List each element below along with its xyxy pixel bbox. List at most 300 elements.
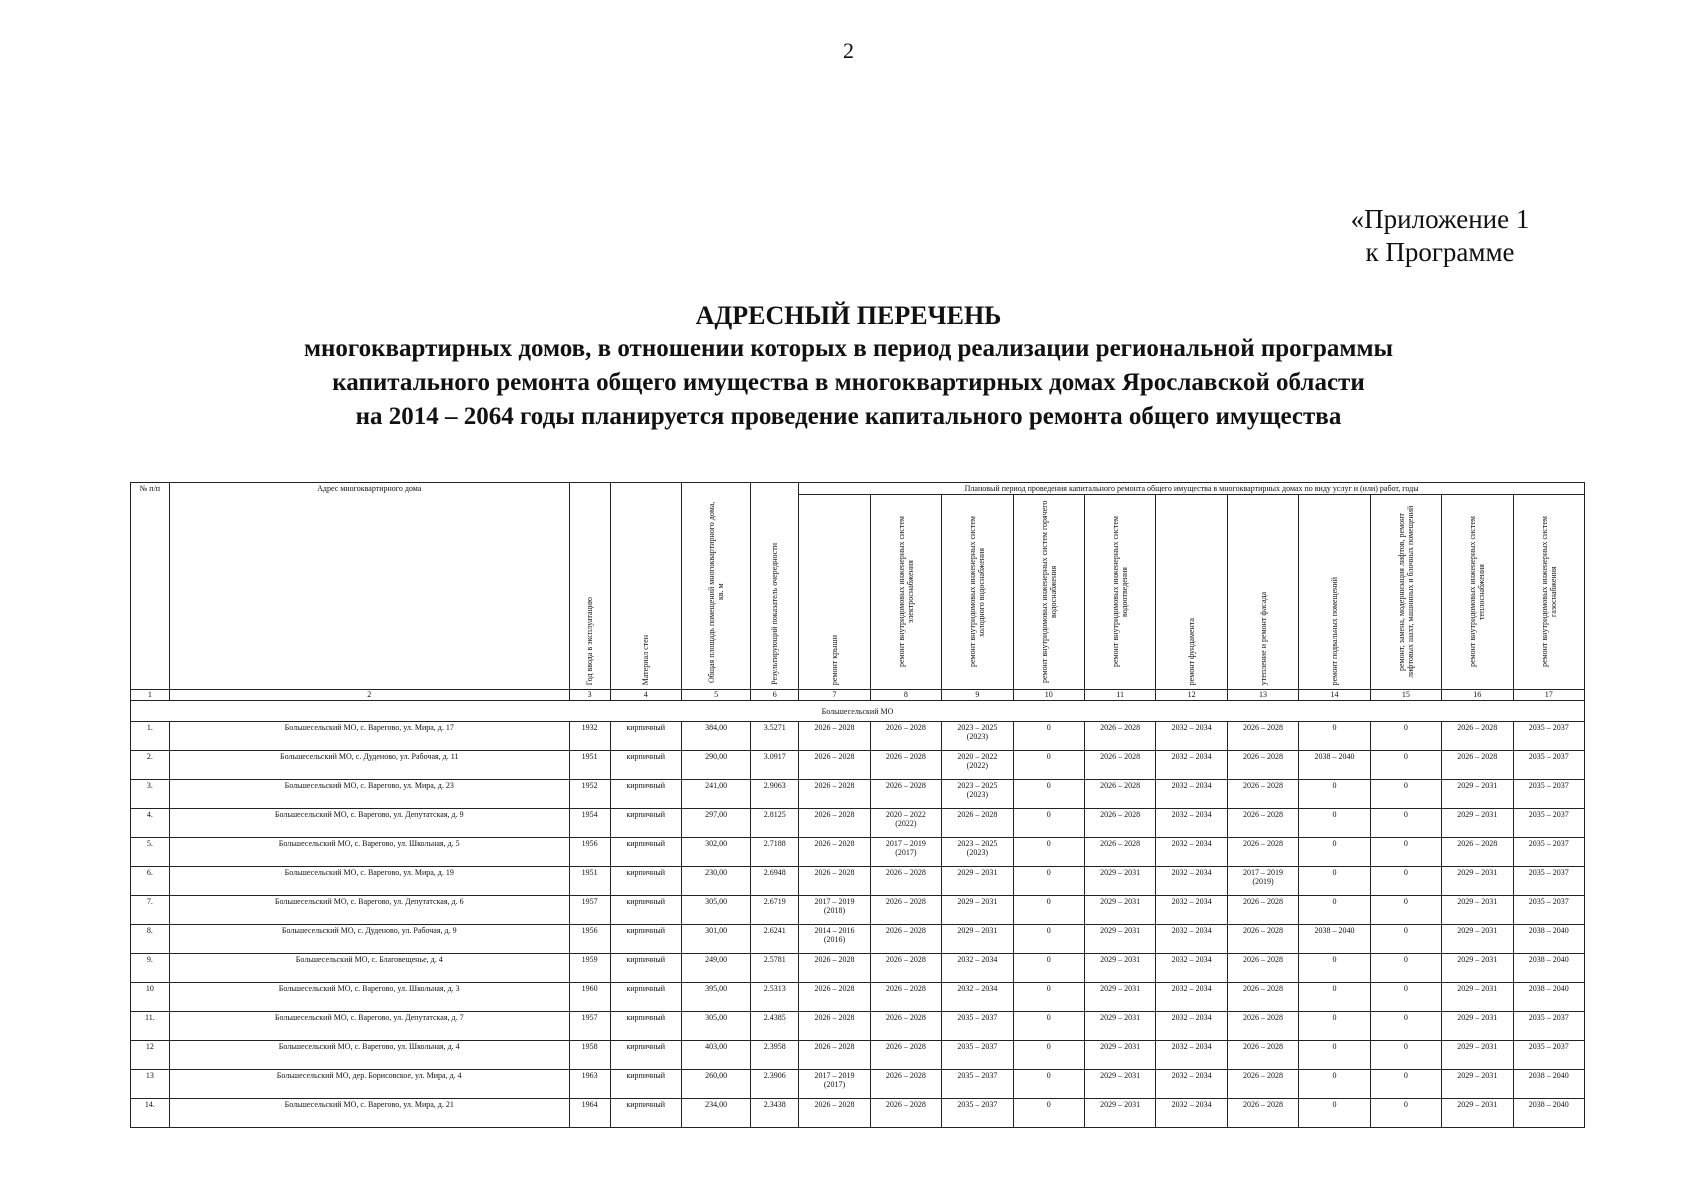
- period-range: 2026 – 2028: [1100, 723, 1141, 732]
- row-priority-index: 2.5781: [751, 954, 799, 983]
- row-work-period: [1442, 896, 1513, 925]
- period-range: 0: [1403, 752, 1408, 761]
- row-work-period: [1299, 1012, 1370, 1041]
- row-work-period: [1442, 925, 1513, 954]
- period-range: 0: [1403, 1100, 1408, 1109]
- row-area: 395,00: [681, 983, 750, 1012]
- period-range: 2029 – 2031: [1457, 926, 1498, 935]
- row-area: 301,00: [681, 925, 750, 954]
- row-work-period: [1013, 809, 1084, 838]
- period-range: 2029 – 2031: [1100, 897, 1141, 906]
- period-range: 2032 – 2034: [1171, 897, 1212, 906]
- period-range: 2026 – 2028: [1243, 926, 1284, 935]
- period-range: 2026 – 2028: [814, 868, 855, 877]
- row-address: Большесельский МО, с. Варегово, ул. Депутатская, д. 6: [169, 896, 569, 925]
- row-work-period: [1156, 896, 1227, 925]
- period-range: 2026 – 2028: [1100, 781, 1141, 790]
- period-range: 2032 – 2034: [1171, 839, 1212, 848]
- period-range: 2026 – 2028: [1243, 839, 1284, 848]
- row-address: Большесельский МО, с. Варегово, ул. Школьная, д. 4: [169, 1041, 569, 1070]
- row-work-period: [1084, 780, 1155, 809]
- row-work-period: [1227, 954, 1298, 983]
- row-area: 230,00: [681, 867, 750, 896]
- row-work-period: [870, 809, 941, 838]
- row-material: кирпичный: [610, 1070, 681, 1099]
- row-work-period: [1370, 809, 1441, 838]
- row-priority-index: 2.6719: [751, 896, 799, 925]
- row-work-period: [1084, 867, 1155, 896]
- period-range: 2032 – 2034: [1171, 752, 1212, 761]
- row-work-period: [1370, 1070, 1441, 1099]
- period-range: 2026 – 2028: [814, 955, 855, 964]
- row-work-period: [1156, 722, 1227, 751]
- row-work-period: [1442, 1099, 1513, 1128]
- row-area: 305,00: [681, 896, 750, 925]
- row-number: 11.: [131, 1012, 170, 1041]
- row-year: 1957: [569, 1012, 610, 1041]
- row-area: 403,00: [681, 1041, 750, 1070]
- row-work-period: [942, 751, 1013, 780]
- row-work-period: [1013, 867, 1084, 896]
- period-range: 2023 – 2025: [957, 723, 998, 732]
- row-work-period: [1442, 1041, 1513, 1070]
- row-work-period: [1156, 1099, 1227, 1128]
- period-range: 2029 – 2031: [1457, 984, 1498, 993]
- row-address: Большесельский МО, с. Варегово, ул. Мира, д. 23: [169, 780, 569, 809]
- column-number: 7: [799, 690, 870, 701]
- row-area: 305,00: [681, 1012, 750, 1041]
- period-range: 2029 – 2031: [1457, 810, 1498, 819]
- period-range: 0: [1046, 781, 1051, 790]
- row-work-period: [1227, 983, 1298, 1012]
- period-range: 2026 – 2028: [814, 1100, 855, 1109]
- row-material: кирпичный: [610, 954, 681, 983]
- row-work-period: [942, 1041, 1013, 1070]
- row-work-period: [1084, 925, 1155, 954]
- row-work-period: [942, 925, 1013, 954]
- period-range: 2026 – 2028: [1100, 810, 1141, 819]
- header-num: № п/п: [131, 483, 170, 690]
- row-work-period: [942, 1012, 1013, 1041]
- period-range: 0: [1403, 984, 1408, 993]
- header-material: Материал стен: [610, 483, 681, 690]
- row-priority-index: 2.3906: [751, 1070, 799, 1099]
- row-number: 6.: [131, 867, 170, 896]
- row-work-period: [1156, 954, 1227, 983]
- period-range: 2026 – 2028: [1243, 1071, 1284, 1080]
- row-work-period: [1227, 809, 1298, 838]
- row-work-period: [1227, 722, 1298, 751]
- period-range: 2017 – 2019: [814, 897, 855, 906]
- table-row: [131, 1012, 1585, 1041]
- row-year: 1951: [569, 867, 610, 896]
- period-range: 2038 – 2040: [1528, 984, 1569, 993]
- row-work-period: [1084, 838, 1155, 867]
- table-row: [131, 954, 1585, 983]
- row-area: 290,00: [681, 751, 750, 780]
- row-work-period: [942, 722, 1013, 751]
- period-range: 2026 – 2028: [814, 839, 855, 848]
- row-work-period: [1513, 925, 1585, 954]
- row-work-period: [942, 983, 1013, 1012]
- period-range: 2026 – 2028: [814, 1013, 855, 1022]
- header-period-group: Плановый период проведения капитального ремонта общего имущества в многоквартирных домах по виду услуг и (или) работ, годы: [799, 483, 1585, 495]
- row-work-period: [942, 954, 1013, 983]
- row-work-period: [1513, 983, 1585, 1012]
- appendix-note: [1340, 203, 1540, 269]
- period-range: 2029 – 2031: [1457, 955, 1498, 964]
- document-title: [0, 300, 1697, 434]
- row-work-period: [870, 751, 941, 780]
- period-range: 2038 – 2040: [1528, 955, 1569, 964]
- row-material: кирпичный: [610, 896, 681, 925]
- row-number: 2.: [131, 751, 170, 780]
- period-range: 0: [1332, 1100, 1337, 1109]
- period-range: 2032 – 2034: [1171, 868, 1212, 877]
- row-work-period: [942, 809, 1013, 838]
- table-row: [131, 780, 1585, 809]
- row-address: Большесельский МО, с. Варегово, ул. Мира, д. 21: [169, 1099, 569, 1128]
- period-actual-year: (2017): [823, 1080, 846, 1089]
- row-work-period: [1227, 780, 1298, 809]
- row-work-period: [1227, 1041, 1298, 1070]
- row-number: 13: [131, 1070, 170, 1099]
- period-range: 0: [1403, 839, 1408, 848]
- row-work-period: [870, 925, 941, 954]
- row-area: 260,00: [681, 1070, 750, 1099]
- period-range: 2026 – 2028: [1457, 752, 1498, 761]
- period-range: 2029 – 2031: [1457, 897, 1498, 906]
- column-number: 11: [1084, 690, 1155, 701]
- row-work-period: [1227, 1099, 1298, 1128]
- column-number: 3: [569, 690, 610, 701]
- header-work-15: ремонт, замена, модернизация лифтов, ремонт лифтовых шахт, машинных и блочных помещений: [1370, 495, 1441, 690]
- table-row: [131, 983, 1585, 1012]
- period-range: 0: [1332, 1013, 1337, 1022]
- row-work-period: [1299, 896, 1370, 925]
- row-work-period: [870, 1099, 941, 1128]
- period-range: 2026 – 2028: [1100, 839, 1141, 848]
- row-work-period: [1084, 983, 1155, 1012]
- row-work-period: [1370, 1012, 1441, 1041]
- row-priority-index: 2.3958: [751, 1041, 799, 1070]
- table-row: [131, 1041, 1585, 1070]
- column-number: 8: [870, 690, 941, 701]
- row-work-period: [1370, 1099, 1441, 1128]
- column-number: 4: [610, 690, 681, 701]
- row-priority-index: 2.6241: [751, 925, 799, 954]
- row-work-period: [1084, 1070, 1155, 1099]
- row-work-period: [1442, 838, 1513, 867]
- row-material: кирпичный: [610, 1012, 681, 1041]
- period-range: 0: [1332, 984, 1337, 993]
- header-work-8: ремонт внутридомовых инженерных систем электроснабжения: [870, 495, 941, 690]
- period-range: 2026 – 2028: [957, 810, 998, 819]
- period-actual-year: (2023): [966, 790, 988, 799]
- row-work-period: [1227, 838, 1298, 867]
- row-material: кирпичный: [610, 925, 681, 954]
- row-work-period: [870, 954, 941, 983]
- row-work-period: [1442, 809, 1513, 838]
- table-row: [131, 925, 1585, 954]
- period-range: 2032 – 2034: [1171, 1100, 1212, 1109]
- section-row: [131, 701, 1585, 722]
- period-range: 0: [1332, 723, 1337, 732]
- row-work-period: [799, 1099, 870, 1128]
- row-work-period: [1013, 1070, 1084, 1099]
- row-work-period: [799, 722, 870, 751]
- row-work-period: [870, 1070, 941, 1099]
- row-work-period: [1370, 867, 1441, 896]
- period-range: 0: [1332, 1042, 1337, 1051]
- period-range: 2026 – 2028: [1243, 984, 1284, 993]
- period-range: 2026 – 2028: [885, 926, 926, 935]
- row-area: 249,00: [681, 954, 750, 983]
- period-range: 2026 – 2028: [885, 868, 926, 877]
- row-address: Большесельский МО, с. Варегово, ул. Мира, д. 19: [169, 867, 569, 896]
- row-priority-index: 2.6948: [751, 867, 799, 896]
- row-address: Большесельский МО, с. Дуденово, ул. Рабочая, д. 9: [169, 925, 569, 954]
- table-row: [131, 896, 1585, 925]
- column-number: 5: [681, 690, 750, 701]
- period-range: 2026 – 2028: [814, 810, 855, 819]
- title-line-3: на 2014 – 2064 годы планируется проведение капитального ремонта общего имущества: [355, 403, 1342, 430]
- period-range: 2029 – 2031: [957, 897, 998, 906]
- header-work-10: ремонт внутридомовых инженерных систем горячего водоснабжения: [1013, 495, 1084, 690]
- period-range: 2032 – 2034: [957, 955, 998, 964]
- period-range: 2035 – 2037: [1528, 781, 1569, 790]
- row-address: Большесельский МО, с. Варегово, ул. Школьная, д. 3: [169, 983, 569, 1012]
- period-range: 0: [1332, 781, 1337, 790]
- row-work-period: [1156, 983, 1227, 1012]
- row-work-period: [1299, 722, 1370, 751]
- period-actual-year: (2022): [895, 819, 917, 828]
- row-area: 384,00: [681, 722, 750, 751]
- period-range: 2029 – 2031: [957, 868, 998, 877]
- title-main: АДРЕСНЫЙ ПЕРЕЧЕНЬ: [695, 301, 1002, 330]
- row-priority-index: 3.5271: [751, 722, 799, 751]
- row-work-period: [942, 1099, 1013, 1128]
- period-range: 2029 – 2031: [1100, 955, 1141, 964]
- period-range: 0: [1332, 868, 1337, 877]
- row-work-period: [1013, 838, 1084, 867]
- period-range: 2038 – 2040: [1528, 1100, 1569, 1109]
- row-area: 302,00: [681, 838, 750, 867]
- period-range: 0: [1403, 810, 1408, 819]
- row-work-period: [1299, 838, 1370, 867]
- row-area: 234,00: [681, 1099, 750, 1128]
- row-work-period: [1156, 867, 1227, 896]
- row-work-period: [1442, 983, 1513, 1012]
- appendix-line-2: к Программе: [1365, 237, 1515, 267]
- period-range: 2014 – 2016: [814, 926, 855, 935]
- period-range: 2026 – 2028: [1243, 752, 1284, 761]
- header-year: Год ввода в эксплуатацию: [569, 483, 610, 690]
- period-range: 0: [1403, 897, 1408, 906]
- period-range: 2032 – 2034: [1171, 984, 1212, 993]
- period-range: 2029 – 2031: [1100, 1071, 1141, 1080]
- period-range: 2020 – 2022: [885, 810, 926, 819]
- row-material: кирпичный: [610, 1099, 681, 1128]
- row-number: 12: [131, 1041, 170, 1070]
- row-number: 9.: [131, 954, 170, 983]
- row-work-period: [799, 1012, 870, 1041]
- page-number: 2: [843, 38, 854, 63]
- period-range: 2029 – 2031: [1457, 1013, 1498, 1022]
- period-range: 0: [1403, 781, 1408, 790]
- row-work-period: [1370, 722, 1441, 751]
- row-work-period: [1299, 867, 1370, 896]
- period-actual-year: (2022): [966, 761, 988, 770]
- header-address: Адрес многоквартирного дома: [169, 483, 569, 690]
- column-number: 14: [1299, 690, 1370, 701]
- row-priority-index: 2.9063: [751, 780, 799, 809]
- period-range: 2035 – 2037: [957, 1042, 998, 1051]
- header-work-13: утепление и ремонт фасада: [1227, 495, 1298, 690]
- period-range: 2026 – 2028: [814, 984, 855, 993]
- table-row: [131, 809, 1585, 838]
- row-area: 297,00: [681, 809, 750, 838]
- period-range: 2038 – 2040: [1528, 1071, 1569, 1080]
- period-range: 2029 – 2031: [1100, 984, 1141, 993]
- row-address: Большесельский МО, с. Варегово, ул. Мира, д. 17: [169, 722, 569, 751]
- period-range: 2032 – 2034: [1171, 926, 1212, 935]
- row-work-period: [1513, 809, 1585, 838]
- appendix-line-1: «Приложение 1: [1350, 204, 1530, 234]
- row-work-period: [1442, 751, 1513, 780]
- period-range: 2035 – 2037: [1528, 1042, 1569, 1051]
- row-work-period: [1227, 1012, 1298, 1041]
- period-range: 2035 – 2037: [1528, 868, 1569, 877]
- row-material: кирпичный: [610, 983, 681, 1012]
- row-work-period: [1013, 925, 1084, 954]
- row-work-period: [870, 838, 941, 867]
- row-number: 8.: [131, 925, 170, 954]
- row-work-period: [1370, 780, 1441, 809]
- period-range: 0: [1046, 723, 1051, 732]
- period-range: 2029 – 2031: [1457, 1042, 1498, 1051]
- row-work-period: [1299, 780, 1370, 809]
- row-year: 1956: [569, 925, 610, 954]
- row-material: кирпичный: [610, 809, 681, 838]
- period-range: 2026 – 2028: [885, 1100, 926, 1109]
- row-work-period: [870, 983, 941, 1012]
- row-work-period: [1442, 867, 1513, 896]
- row-material: кирпичный: [610, 867, 681, 896]
- row-year: 1954: [569, 809, 610, 838]
- period-range: 0: [1332, 810, 1337, 819]
- period-range: 0: [1046, 868, 1051, 877]
- row-work-period: [1513, 838, 1585, 867]
- row-address: Большесельский МО, дер. Борисовское, ул. Мира, д. 4: [169, 1070, 569, 1099]
- period-range: 0: [1046, 1071, 1051, 1080]
- period-range: 2026 – 2028: [1457, 839, 1498, 848]
- row-year: 1952: [569, 780, 610, 809]
- row-work-period: [1084, 1012, 1155, 1041]
- period-range: 2026 – 2028: [814, 1042, 855, 1051]
- period-range: 0: [1046, 926, 1051, 935]
- row-work-period: [1227, 867, 1298, 896]
- period-range: 2038 – 2040: [1314, 752, 1355, 761]
- header-work-17: ремонт внутридомовых инженерных систем газоснабжения: [1513, 495, 1585, 690]
- period-range: 2026 – 2028: [885, 955, 926, 964]
- table-row: [131, 1099, 1585, 1128]
- period-range: 2035 – 2037: [1528, 810, 1569, 819]
- row-address: Большесельский МО, с. Благовещенье, д. 4: [169, 954, 569, 983]
- period-range: 0: [1046, 984, 1051, 993]
- row-work-period: [942, 867, 1013, 896]
- period-range: 2029 – 2031: [1457, 868, 1498, 877]
- row-work-period: [1227, 896, 1298, 925]
- period-range: 2026 – 2028: [1243, 1013, 1284, 1022]
- row-work-period: [1156, 809, 1227, 838]
- period-range: 0: [1403, 723, 1408, 732]
- period-range: 2026 – 2028: [885, 1071, 926, 1080]
- row-year: 1956: [569, 838, 610, 867]
- row-address: Большесельский МО, с. Варегово, ул. Школьная, д. 5: [169, 838, 569, 867]
- table-row: [131, 722, 1585, 751]
- row-work-period: [1370, 954, 1441, 983]
- row-work-period: [1370, 1041, 1441, 1070]
- period-range: 0: [1046, 1042, 1051, 1051]
- period-actual-year: (2023): [966, 732, 988, 741]
- row-work-period: [1227, 751, 1298, 780]
- header-area: Общая площадь помещений многоквартирного дома, кв. м: [681, 483, 750, 690]
- period-range: 2023 – 2025: [957, 839, 998, 848]
- period-range: 2029 – 2031: [1100, 1013, 1141, 1022]
- period-range: 2026 – 2028: [814, 781, 855, 790]
- period-actual-year: (2019): [1252, 877, 1274, 886]
- row-work-period: [1513, 1041, 1585, 1070]
- row-work-period: [870, 1041, 941, 1070]
- row-work-period: [1013, 1041, 1084, 1070]
- period-range: 2035 – 2037: [957, 1071, 998, 1080]
- row-work-period: [1013, 954, 1084, 983]
- row-work-period: [1299, 983, 1370, 1012]
- row-work-period: [942, 1070, 1013, 1099]
- row-work-period: [1084, 1099, 1155, 1128]
- title-line-1: многоквартирных домов, в отношении которых в период реализации региональной программы: [303, 335, 1393, 362]
- period-range: 2029 – 2031: [1457, 1100, 1498, 1109]
- header-work-9: ремонт внутридомовых инженерных систем холодного водоснабжения: [942, 495, 1013, 690]
- row-work-period: [870, 1012, 941, 1041]
- period-range: 2029 – 2031: [1100, 1100, 1141, 1109]
- row-year: 1963: [569, 1070, 610, 1099]
- row-work-period: [1013, 780, 1084, 809]
- period-range: 0: [1046, 1013, 1051, 1022]
- row-material: кирпичный: [610, 780, 681, 809]
- section-title: Большесельский МО: [131, 701, 1585, 722]
- period-range: 0: [1403, 955, 1408, 964]
- period-range: 2029 – 2031: [1100, 868, 1141, 877]
- row-work-period: [1299, 1070, 1370, 1099]
- row-work-period: [1513, 867, 1585, 896]
- table-row: [131, 751, 1585, 780]
- title-line-2: капитального ремонта общего имущества в многоквартирных домах Ярославской области: [332, 369, 1365, 396]
- row-work-period: [1513, 896, 1585, 925]
- period-range: 2017 – 2019: [1243, 868, 1284, 877]
- period-range: 0: [1046, 1100, 1051, 1109]
- row-year: 1959: [569, 954, 610, 983]
- row-work-period: [1513, 751, 1585, 780]
- period-range: 2032 – 2034: [1171, 1042, 1212, 1051]
- row-work-period: [1299, 751, 1370, 780]
- row-work-period: [1513, 1099, 1585, 1128]
- column-numbers-row: [131, 690, 1585, 701]
- row-year: 1960: [569, 983, 610, 1012]
- header-row-1: [131, 483, 1585, 495]
- row-work-period: [1084, 896, 1155, 925]
